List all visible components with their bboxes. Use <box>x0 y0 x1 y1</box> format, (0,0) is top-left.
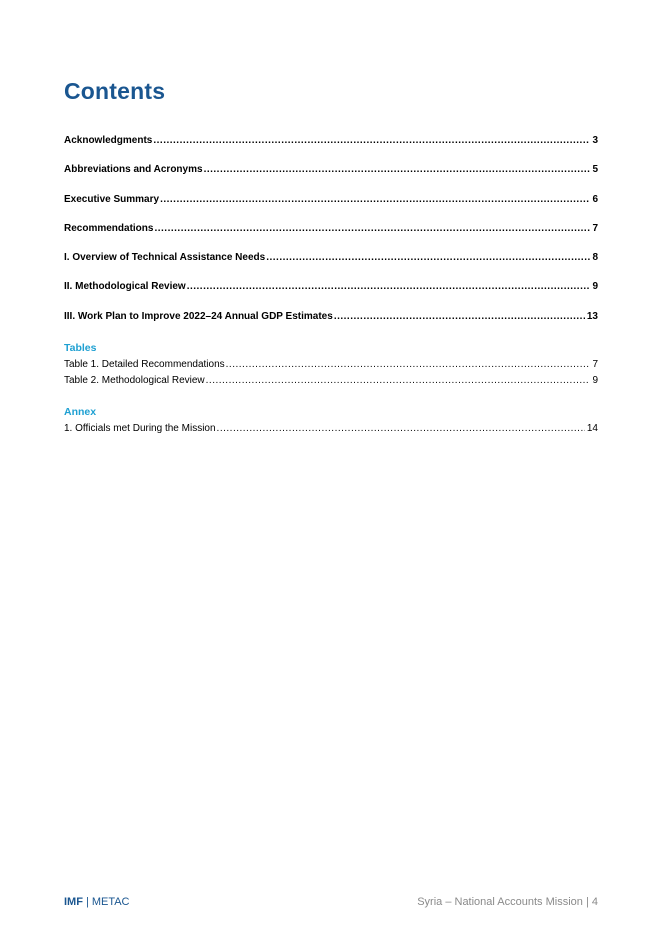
tables-heading: Tables <box>64 342 97 354</box>
toc-entry-abbreviations[interactable] <box>64 163 598 176</box>
footer-brand-separator: | <box>85 896 89 908</box>
toc-entry-work-plan[interactable] <box>64 310 598 323</box>
toc-entry-label: 1. Officials met During the Mission <box>64 423 216 434</box>
dot-leader <box>160 193 590 206</box>
toc-entry-page: 13 <box>586 311 598 322</box>
toc-entry-label: Recommendations <box>64 223 154 234</box>
toc-entry-acknowledgments[interactable] <box>64 134 598 147</box>
toc-entry-overview[interactable] <box>64 251 598 264</box>
toc-entry-label: I. Overview of Technical Assistance Needs <box>64 252 266 263</box>
toc-entry-page: 5 <box>592 164 598 175</box>
footer-imf-logo-text: IMF <box>64 896 83 908</box>
toc-entry-label: Table 2. Methodological Review <box>64 375 205 386</box>
toc-entry-methodological-review[interactable] <box>64 280 598 293</box>
dot-leader <box>187 280 591 293</box>
toc-entry-label: Executive Summary <box>64 194 160 205</box>
footer-page-info <box>417 896 598 908</box>
toc-entry-page: 3 <box>592 135 598 146</box>
toc-entry-page: 8 <box>592 252 598 263</box>
dot-leader <box>153 134 590 147</box>
footer-page-number: 4 <box>591 896 598 908</box>
toc-entry-table-1[interactable] <box>64 358 598 371</box>
footer-partner: METAC <box>91 896 130 908</box>
toc-entry-label: II. Methodological Review <box>64 281 186 292</box>
toc-entry-label: Table 1. Detailed Recommendations <box>64 359 225 370</box>
toc-entry-label: Acknowledgments <box>64 135 153 146</box>
dot-leader <box>266 251 590 264</box>
toc-entry-page: 9 <box>592 375 598 386</box>
dot-leader <box>154 222 590 235</box>
footer-brand <box>64 896 130 908</box>
footer-document-title: Syria – National Accounts Mission <box>417 896 583 908</box>
annex-heading: Annex <box>64 406 97 418</box>
toc-entry-label: III. Work Plan to Improve 2022–24 Annual GDP Estimates <box>64 311 333 322</box>
toc-entry-page: 6 <box>592 194 598 205</box>
dot-leader <box>206 374 591 387</box>
toc-entry-page: 7 <box>592 223 598 234</box>
dot-leader <box>226 358 591 371</box>
toc-entry-table-2[interactable] <box>64 374 598 387</box>
toc-entry-page: 14 <box>586 423 598 434</box>
dot-leader <box>204 163 591 176</box>
dot-leader <box>334 310 585 323</box>
toc-entry-page: 9 <box>592 281 598 292</box>
toc-entry-page: 7 <box>592 359 598 370</box>
footer-page-separator: | <box>585 896 589 908</box>
toc-entry-executive-summary[interactable] <box>64 193 598 206</box>
dot-leader <box>217 422 585 435</box>
page-title: Contents <box>64 78 166 104</box>
toc-entry-recommendations[interactable] <box>64 222 598 235</box>
toc-entry-label: Abbreviations and Acronyms <box>64 164 203 175</box>
toc-entry-annex-1[interactable] <box>64 422 598 435</box>
